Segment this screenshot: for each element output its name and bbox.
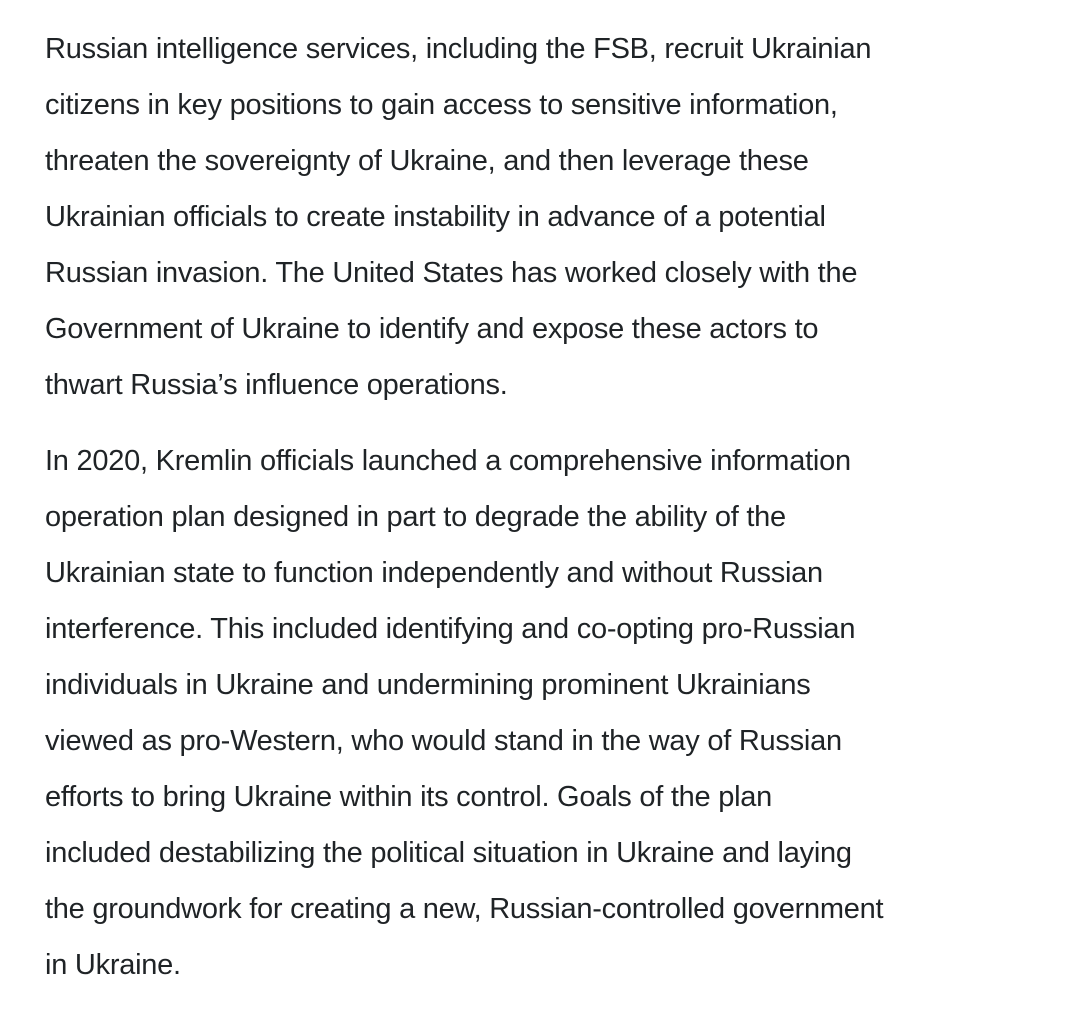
text-line: Russian intelligence services, including the FSB, recruit Ukrainian — [45, 33, 872, 65]
text-line: citizens in key positions to gain access to sensitive information, — [45, 89, 838, 121]
text-line: Russian invasion. The United States has worked closely with the — [45, 257, 858, 289]
text-line: thwart Russia’s influence operations. — [45, 369, 508, 401]
text-line: in Ukraine. — [45, 949, 181, 981]
text-line: Ukrainian state to function independently and without Russian — [45, 557, 823, 589]
paragraph-information-operation-plan — [45, 433, 1055, 993]
text-line: included destabilizing the political situation in Ukraine and laying — [45, 837, 852, 869]
text-line: efforts to bring Ukraine within its control. Goals of the plan — [45, 781, 773, 813]
text-line: viewed as pro-Western, who would stand in the way of Russian — [45, 725, 842, 757]
text-line: Ukrainian officials to create instability in advance of a potential — [45, 201, 826, 233]
text-line: threaten the sovereignty of Ukraine, and then leverage these — [45, 145, 809, 177]
text-line: interference. This included identifying and co-opting pro-Russian — [45, 613, 856, 645]
text-line: the groundwork for creating a new, Russian-controlled government — [45, 893, 884, 925]
article-body — [45, 21, 1055, 1013]
text-line: operation plan designed in part to degrade the ability of the — [45, 501, 786, 533]
text-line: individuals in Ukraine and undermining prominent Ukrainians — [45, 669, 811, 701]
text-line: In 2020, Kremlin officials launched a comprehensive information — [45, 445, 851, 477]
text-line: Government of Ukraine to identify and expose these actors to — [45, 313, 819, 345]
paragraph-intelligence-recruitment — [45, 21, 1055, 413]
